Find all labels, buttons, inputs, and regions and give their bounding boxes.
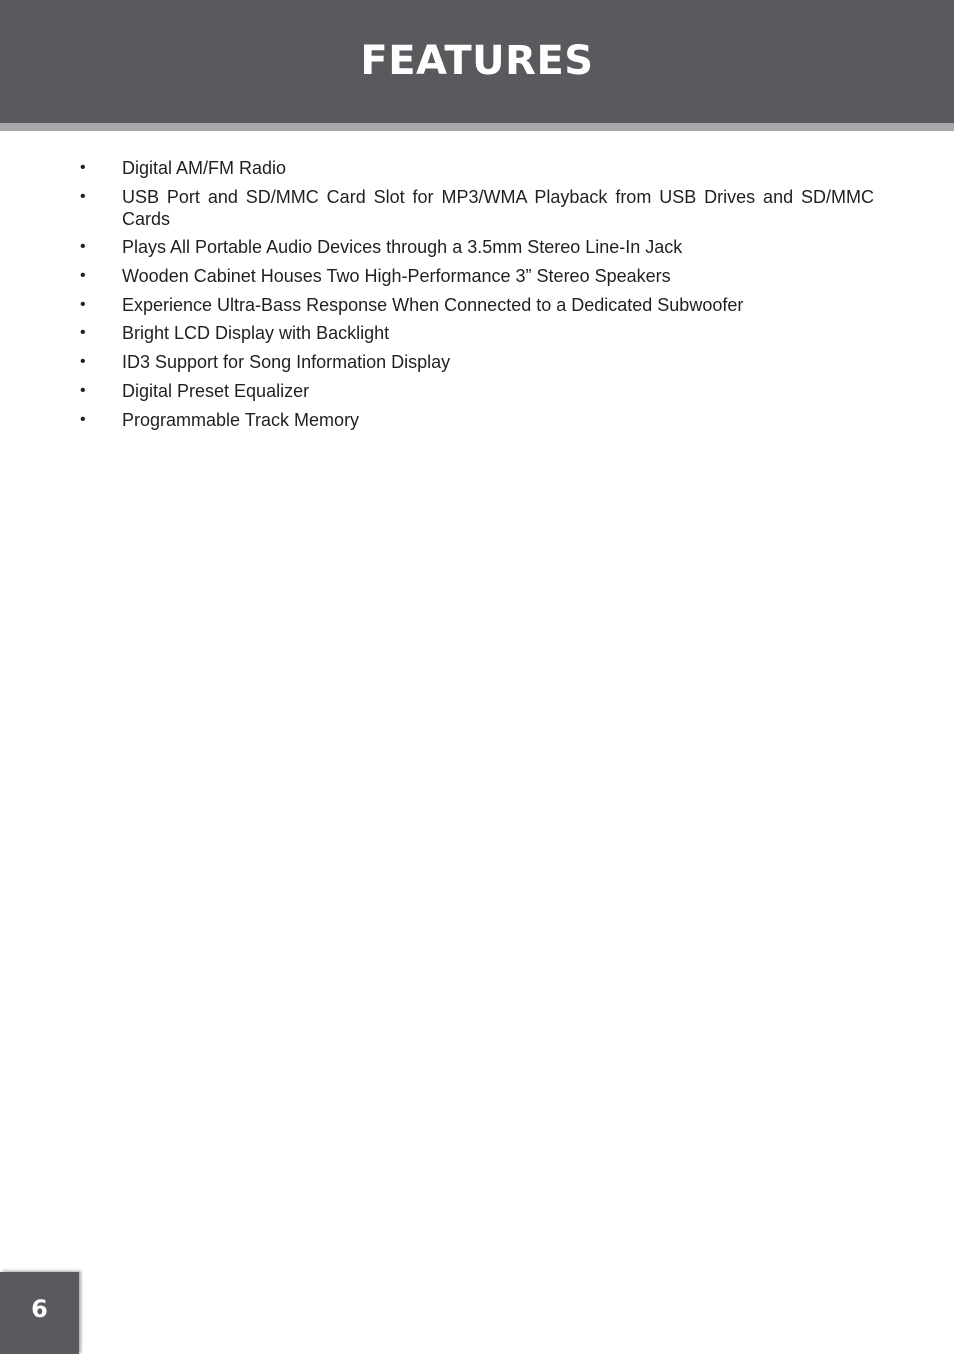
bullet: • [80,410,86,428]
list-item-text: USB Port and SD/MMC Card Slot for MP3/WMA Playback from USB Drives and SD/MMC Cards [122,186,874,229]
page-number-tab [0,1272,79,1354]
bullet: • [80,159,86,176]
list-item-text: Wooden Cabinet Houses Two High-Performance 3” Stereo Speakers [122,266,671,287]
list-item [0,351,954,373]
feature-list [0,157,954,437]
header-rule [0,123,954,131]
list-item-text: Experience Ultra-Bass Response When Connected to a Dedicated Subwoofer [122,294,744,315]
bullet: • [80,187,86,205]
page-title: FEATURES [360,38,594,84]
list-item [0,157,954,179]
list-item [0,236,954,258]
bullet: • [80,267,86,285]
list-item-text: ID3 Support for Song Information Display [122,352,451,373]
list-item [0,186,954,230]
page-number: 6 [31,1295,48,1323]
list-item-text: Digital Preset Equalizer [122,380,310,401]
list-item [0,265,954,287]
list-item [0,322,954,344]
header-bar [0,0,954,123]
bullet: • [80,238,86,256]
bullet: • [80,353,86,371]
bullet: • [80,324,86,342]
bullet: • [80,381,86,399]
list-item [0,380,954,402]
list-item-text: Bright LCD Display with Backlight [122,323,390,344]
bullet: • [80,295,86,313]
list-item [0,294,954,316]
list-item-text: Plays All Portable Audio Devices through a 3.5mm Stereo Line-In Jack [122,237,683,258]
list-item-text: Digital AM/FM Radio [122,158,287,178]
list-item [0,409,954,431]
list-item-text: Programmable Track Memory [122,409,360,430]
